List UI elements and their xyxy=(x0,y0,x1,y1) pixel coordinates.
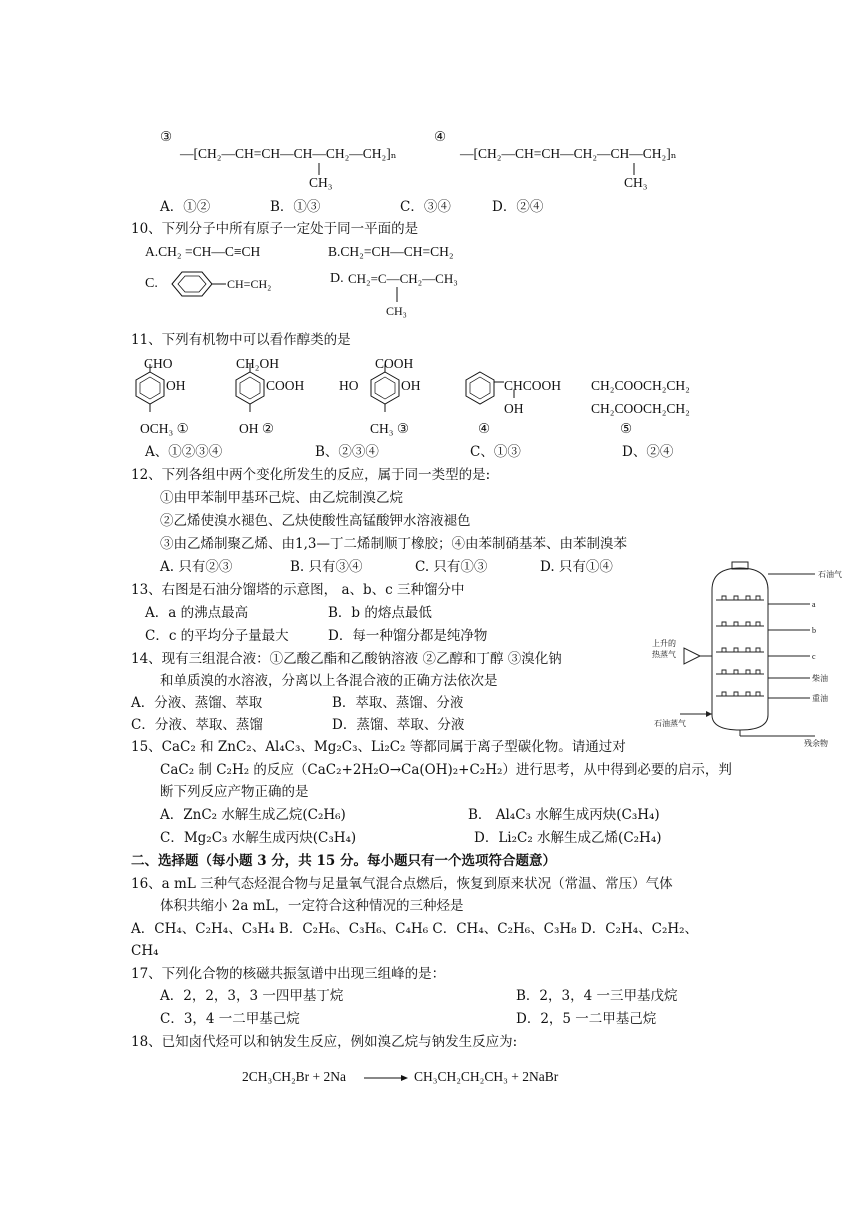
q10-option-d-formula: CH₂=C—CH₂—CH₃ xyxy=(348,271,458,286)
q12-item-1: ①由甲苯制甲基环己烷、由乙烷制溴乙烷 xyxy=(160,490,403,506)
q12-option-d: D. 只有①④ xyxy=(540,559,613,575)
q11-s2-top: CH₂OH xyxy=(236,356,279,371)
q12-option-a: A. 只有②③ xyxy=(160,559,233,575)
q15-stem-2: CaC₂ 制 C₂H₂ 的反应（CaC₂+2H₂O→Ca(OH)₂+C₂H₂）进行思考，从中得到必要的启示，判 xyxy=(160,762,732,778)
q17-option-a: A．2，2，3，3 一四甲基丁烷 xyxy=(160,988,344,1004)
q10-option-c-label: C. xyxy=(145,276,158,291)
q10-option-c-tail: CH=CH₂ xyxy=(227,277,272,291)
q14-stem-2: 和单质溴的水溶液，分离以上各混合液的正确方法依次是 xyxy=(160,673,498,689)
tower-label-rising-1: 上升的 xyxy=(652,639,676,648)
q10-option-d-label: D. xyxy=(330,271,344,286)
q11-s5-num: ⑤ xyxy=(620,421,633,436)
q14-stem-1: 14、现有三组混合液：①乙酸乙酯和乙酸钠溶液 ②乙醇和丁醇 ③溴化钠 xyxy=(131,651,562,667)
tower-label-heavy: 重油 xyxy=(812,694,828,703)
tower-label-residue: 残余物 xyxy=(804,739,828,748)
q11-option-b: B、②③④ xyxy=(315,444,379,460)
q10-option-d-sub: CH₃ xyxy=(386,304,407,318)
tower-label-gas: 石油气 xyxy=(818,570,842,579)
q11-option-d: D、②④ xyxy=(622,444,674,460)
q18-reactants: 2CH₃CH₂Br + 2Na xyxy=(242,1069,347,1084)
tower-label-diesel: 柴油 xyxy=(812,674,828,683)
q13-option-a: A．a 的沸点最高 xyxy=(145,605,249,621)
q12-option-b: B. 只有③④ xyxy=(290,559,363,575)
q15-option-b: B． Al₄C₃ 水解生成丙炔(C₃H₄) xyxy=(468,807,660,823)
q11-s5-line1: CH₂COOCH₂CH₂ xyxy=(591,378,690,393)
q12-item-3: ③由乙烯制聚乙烯、由1,3—丁二烯制顺丁橡胶；④由苯制硝基苯、由苯制溴苯 xyxy=(160,536,627,552)
structure-4-label: ④ xyxy=(434,129,447,144)
tower-label-steam: 石油蒸气 xyxy=(654,719,686,728)
q15-stem-1: 15、CaC₂ 和 ZnC₂、Al₄C₃、Mg₂C₃、Li₂C₂ 等都同属于离子型碳化物。请通过对 xyxy=(131,739,626,755)
q11-s5-line2: CH₂COOCH₂CH₂ xyxy=(591,401,690,416)
q15-stem-3: 断下列反应产物正确的是 xyxy=(160,784,309,800)
fractionating-tower-diagram xyxy=(640,560,842,748)
tower-label-a: a xyxy=(812,600,816,609)
tower-label-b: b xyxy=(812,626,816,635)
q11-s2-bottom: OH ② xyxy=(239,421,274,436)
q14-option-c: C．分液、萃取、蒸馏 xyxy=(131,717,263,733)
q11-s3-top: COOH xyxy=(375,356,414,371)
q11-s3-left: HO xyxy=(339,378,359,393)
q12-item-2: ②乙烯使溴水褪色、乙炔使酸性高锰酸钾水溶液褪色 xyxy=(160,513,471,529)
q15-option-c: C．Mg₂C₃ 水解生成丙炔(C₃H₄) xyxy=(160,830,357,846)
section-2-heading: 二、选择题（每小题 3 分，共 15 分。每小题只有一个选项符合题意） xyxy=(131,853,556,869)
q11-s4-below: OH xyxy=(504,401,524,416)
q14-option-b: B．萃取、蒸馏、分液 xyxy=(332,695,464,711)
structure-3-label: ③ xyxy=(160,129,173,144)
q11-s4-side: CHCOOH xyxy=(504,378,562,393)
q17-option-c: C．3，4 一二甲基己烷 xyxy=(160,1011,300,1027)
q11-s4-num: ④ xyxy=(478,421,491,436)
q13-option-d: D．每一种馏分都是纯净物 xyxy=(328,628,488,644)
q14-option-a: A．分液、蒸馏、萃取 xyxy=(131,695,263,711)
q16-options: A．CH₄、C₂H₄、C₃H₄ B．C₂H₆、C₃H₆、C₄H₆ C．CH₄、C₂H₆、C₃H₈ D．C₂H₄、C₂H₂、 xyxy=(131,921,699,937)
q15-option-d: D．Li₂C₂ 水解生成乙烯(C₂H₄) xyxy=(474,830,662,846)
q10-stem: 10、下列分子中所有原子一定处于同一平面的是 xyxy=(131,221,419,237)
structure-4-ch3: CH₃ xyxy=(624,175,648,190)
q11-s3-side: OH xyxy=(401,378,421,393)
q17-option-b: B．2，3，4 一三甲基戊烷 xyxy=(516,988,678,1004)
q18-stem: 18、已知卤代烃可以和钠发生反应，例如溴乙烷与钠发生反应为: xyxy=(131,1034,518,1050)
q16-options-tail: CH₄ xyxy=(131,943,159,959)
structure-3-ch3: CH₃ xyxy=(309,175,333,190)
reaction-arrow-icon xyxy=(362,1072,412,1084)
q17-option-d: D．2，5 一二甲基己烷 xyxy=(516,1011,657,1027)
q13-option-c: C．c 的平均分子量最大 xyxy=(145,628,289,644)
q13-stem: 13、右图是石油分馏塔的示意图， a、b、c 三种馏分中 xyxy=(131,582,465,598)
q15-option-a: A．ZnC₂ 水解生成乙烷(C₂H₆) xyxy=(160,807,346,823)
q10-option-b: B.CH₂=CH—CH=CH₂ xyxy=(328,244,454,259)
q11-stem: 11、下列有机物中可以看作醇类的是 xyxy=(131,332,351,348)
structure-3-chain: —[CH₂—CH=CH—CH—CH₂—CH₂]ₙ xyxy=(180,146,397,161)
q9-option-c: C．③④ xyxy=(400,199,451,215)
q11-s1-bottom: OCH₃ ① xyxy=(140,421,189,436)
q9-option-a: A．①② xyxy=(160,199,211,215)
q11-s3-bottom: CH₃ ③ xyxy=(370,421,409,436)
q10-option-a: A.CH₂ =CH—C≡CH xyxy=(145,244,261,259)
q11-s1-top: CHO xyxy=(144,356,173,371)
q9-option-b: B．①③ xyxy=(270,199,321,215)
q11-s1-side: OH xyxy=(166,378,186,393)
q16-stem-2: 体积共缩小 2a mL，一定符合这种情况的三种烃是 xyxy=(160,898,464,914)
q10-d-branch-bond xyxy=(0,0,860,320)
structure-4-chain: —[CH₂—CH=CH—CH₂—CH—CH₂]ₙ xyxy=(460,146,677,161)
q11-option-a: A、①②③④ xyxy=(145,444,223,460)
q12-option-c: C. 只有①③ xyxy=(415,559,488,575)
q9-option-d: D．②④ xyxy=(492,199,544,215)
q11-option-c: C、①③ xyxy=(470,444,521,460)
q16-stem-1: 16、a mL 三种气态烃混合物与足量氧气混合点燃后，恢复到原来状况（常温、常压）气体 xyxy=(131,876,673,892)
tower-label-c: c xyxy=(812,652,816,661)
q14-option-d: D．蒸馏、萃取、分液 xyxy=(332,717,465,733)
q18-products: CH₃CH₂CH₂CH₃ + 2NaBr xyxy=(414,1069,559,1084)
q17-stem: 17、下列化合物的核磁共振氢谱中出现三组峰的是： xyxy=(131,966,446,982)
q11-benzene-rings xyxy=(0,350,860,430)
tower-label-rising-2: 热蒸气 xyxy=(652,650,676,659)
q12-stem: 12、下列各组中两个变化所发生的反应，属于同一类型的是: xyxy=(131,467,491,483)
q13-option-b: B．b 的熔点最低 xyxy=(328,605,432,621)
q11-s2-side: COOH xyxy=(266,378,305,393)
